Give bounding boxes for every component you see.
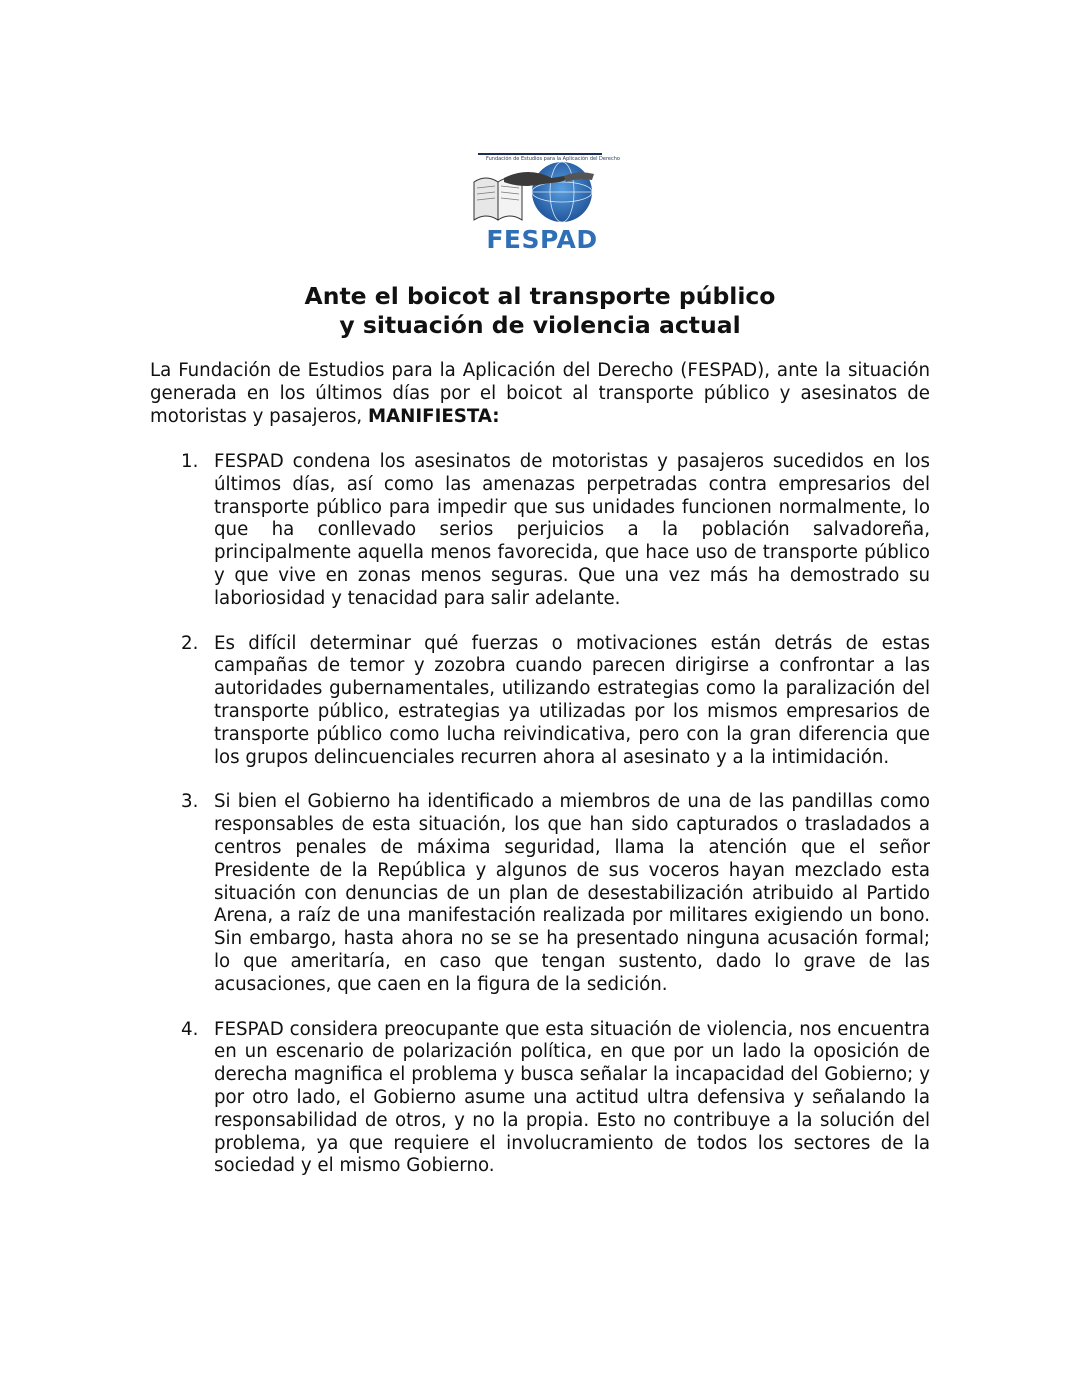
list-item [150, 1019, 930, 1179]
title-line-1: Ante el boicot al transporte público [304, 282, 776, 310]
logo-wordmark: FESPAD [486, 225, 598, 254]
manifest-list [150, 451, 930, 1200]
intro-paragraph [150, 360, 930, 428]
list-item-number: 2. [181, 632, 199, 654]
list-item [150, 791, 930, 996]
list-item-text: FESPAD considera preocupante que esta situación de violencia, nos encuentra en un escenario de polarización política, en que por un lado la oposición de derecha magnifica el problema y busca señalar la incapacidad del Gobierno; y por otro lado, el Gobierno asume una actitud ultra defensiva y señalando la responsabilidad de otros, y no la propia. Esto no contribuye a la solución del problema, ya que requiere el involucramiento de todos los sectores de la sociedad y el mismo Gobierno. [214, 1018, 930, 1177]
list-item-number: 3. [181, 791, 199, 813]
list-item-text: Es difícil determinar qué fuerzas o motivaciones están detrás de estas campañas de temor y zozobra cuando parecen dirigirse a confrontar a las autoridades gubernamentales, utilizando estrategias como la paralización del transporte público, estrategias ya utilizadas por los mismos empresarios de transporte público como lucha reivindicativa, pero con la gran diferencia que los grupos delincuenciales recurren ahora al asesinato y a la intimidación. [214, 632, 930, 768]
list-item-text: FESPAD condena los asesinatos de motoristas y pasajeros sucedidos en los últimos días, así como las amenazas perpetradas contra empresarios del transporte público para impedir que sus unidades funcionen normalmente, lo que ha conllevado serios perjuicios a la población salvadoreña, principalmente aquella menos favorecida, que hace uso de transporte público y que vive en zonas menos seguras. Que una vez más ha demostrado su laboriosidad y tenacidad para salir adelante. [214, 451, 930, 609]
logo-tagline: Fundación de Estudios para la Aplicación del Derecho [486, 156, 620, 162]
list-item-number: 4. [181, 1018, 199, 1040]
list-item-text: Si bien el Gobierno ha identificado a miembros de una de las pandillas como responsables de esta situación, los que han sido capturados o trasladados a centros penales de máxima seguridad, llama la atención que el señor Presidente de la República y algunos de sus voceros hayan mezclado esta situación con denuncias de un plan de desestabilización atribuido al Partido Arena, a raíz de una manifestación realizada por militares exigiendo un bono. Sin embargo, hasta ahora no se se ha presentado ninguna acusación formal; lo que ameritaría, en caso que tengan sustento, dado lo grave de las acusaciones, que caen en la figura de la sedición. [214, 791, 930, 995]
fespad-logo [468, 148, 620, 256]
title-line-2: y situación de violencia actual [339, 311, 741, 339]
intro-emphasis: MANIFIESTA: [368, 405, 500, 427]
list-item-number: 1. [181, 451, 199, 472]
intro-text: La Fundación de Estudios para la Aplicación del Derecho (FESPAD), ante la situación generada en los últimos días por el boicot al transporte público y asesinatos de motoristas y pasajeros, [150, 360, 930, 427]
list-item [150, 633, 930, 770]
list-item [150, 451, 930, 611]
page-title [150, 282, 930, 340]
